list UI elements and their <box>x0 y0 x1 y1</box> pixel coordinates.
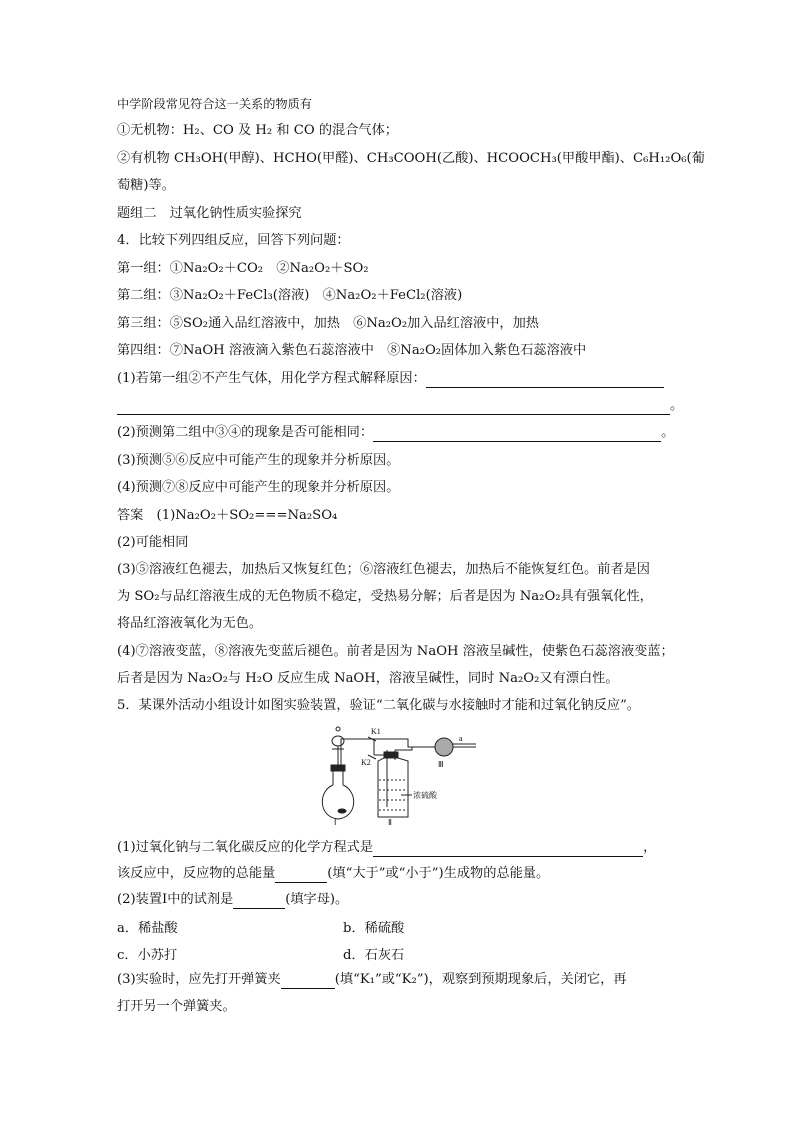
question-text: (填“K₁”或“K₂”)，观察到预期现象后，关闭它，再 <box>334 972 627 987</box>
question-text: (填“大于”或“小于”)生成物的总能量。 <box>327 866 550 881</box>
question-text: (3)实验时，应先打开弹簧夹 <box>117 972 281 987</box>
text-line <box>117 971 626 989</box>
text-line: (4)预测⑦⑧反应中可能产生的现象并分析原因。 <box>117 480 400 495</box>
punctuation: 。 <box>670 398 684 413</box>
answer-blank[interactable] <box>117 400 670 415</box>
question-text: (填字母)。 <box>285 892 349 907</box>
question-text: (1)过氧化钠与二氧化碳反应的化学方程式是 <box>117 840 374 855</box>
text-line: 后者是因为 Na₂O₂与 H₂O 反应生成 NaOH，溶液呈碱性，同时 Na₂O₂又有漂白性。 <box>117 671 619 686</box>
text-line: 第一组：①Na₂O₂＋CO₂ ②Na₂O₂＋SO₂ <box>117 261 369 276</box>
answer-blank[interactable] <box>281 974 335 989</box>
text-line: (4)⑦溶液变蓝，⑧溶液先变蓝后褪色。前者是因为 NaOH 溶液呈碱性，使紫色石蕊溶液变蓝； <box>117 644 674 659</box>
text-line: 为 SO₂与品红溶液生成的无色物质不稳定，受热易分解；后者是因为 Na₂O₂具有强氧化性， <box>117 589 653 604</box>
text-line: 打开另一个弹簧夹。 <box>117 999 236 1014</box>
punctuation: ， <box>643 840 657 855</box>
apparatus-figure <box>316 725 481 825</box>
answer-blank[interactable] <box>426 373 664 388</box>
text-line <box>117 891 348 909</box>
section-heading: 题组二 过氧化钠性质实验探究 <box>117 206 302 221</box>
option-b[interactable]: b．稀硫酸 <box>343 921 405 936</box>
label-I: Ⅰ <box>334 818 337 825</box>
question-text: 该反应中，反应物的总能量 <box>117 866 276 881</box>
k1-label: K1 <box>371 727 381 736</box>
question-5: 5．某课外活动小组设计如图实验装置，验证“二氧化碳与水接触时才能和过氧化钠反应”。 <box>117 698 640 713</box>
text-line: 第二组：③Na₂O₂＋FeCl₃(溶液) ④Na₂O₂＋FeCl₂(溶液) <box>117 288 463 303</box>
question-text: (2)装置Ⅰ中的试剂是 <box>117 892 234 907</box>
answer-blank[interactable] <box>233 894 285 909</box>
option-a[interactable]: a．稀盐酸 <box>117 921 178 936</box>
punctuation: 。 <box>661 425 675 440</box>
label-II: Ⅱ <box>388 818 392 825</box>
text-line: (2)可能相同 <box>117 535 189 550</box>
label-III: Ⅲ <box>438 760 444 769</box>
text-line: (3)预测⑤⑥反应中可能产生的现象并分析原因。 <box>117 453 400 468</box>
option-d[interactable]: d．石灰石 <box>343 948 405 963</box>
answer-blank[interactable] <box>373 427 661 442</box>
text-line <box>117 397 683 415</box>
question-text: (1)若第一组②不产生气体，用化学方程式解释原因： <box>117 371 426 386</box>
text-line: 第三组：⑤SO₂通入品红溶液中，加热 ⑥Na₂O₂加入品红溶液中，加热 <box>117 316 539 331</box>
answer-blank[interactable] <box>373 842 643 857</box>
text-line: 萄糖)等。 <box>117 178 175 193</box>
acid-label: 浓硫酸 <box>413 791 437 800</box>
text-line <box>117 865 549 883</box>
funnel-bulb <box>332 736 344 746</box>
answer-blank[interactable] <box>275 868 327 883</box>
text-line <box>117 424 674 442</box>
option-c[interactable]: c．小苏打 <box>117 948 178 963</box>
text-line: ①无机物：H₂、CO 及 H₂ 和 CO 的混合气体； <box>117 123 398 138</box>
text-line: 中学阶段常见符合这一关系的物质有 <box>117 97 312 111</box>
question-text: (2)预测第二组中③④的现象是否可能相同： <box>117 425 374 440</box>
text-line: ②有机物 CH₃OH(甲醇)、HCHO(甲醛)、CH₃COOH(乙酸)、HCOOCH₃(甲酸甲酯)、C₆H₁₂O₆(葡 <box>117 151 705 166</box>
drying-bulb <box>435 738 453 756</box>
text-line <box>117 370 664 388</box>
question-4: 4．比较下列四组反应，回答下列问题： <box>117 233 350 248</box>
text-line: 第四组：⑦NaOH 溶液滴入紫色石蕊溶液中 ⑧Na₂O₂固体加入紫色石蕊溶液中 <box>117 343 587 358</box>
k2-label: K2 <box>361 758 371 767</box>
answer-heading: 答案 (1)Na₂O₂＋SO₂===Na₂SO₄ <box>117 508 338 523</box>
text-line: (3)⑤溶液红色褪去，加热后又恢复红色；⑥溶液红色褪去，加热后不能恢复红色。前者是因 <box>117 562 650 577</box>
label-a: a <box>459 734 463 743</box>
text-line <box>117 839 656 857</box>
text-line: 将品红溶液氧化为无色。 <box>117 616 263 631</box>
